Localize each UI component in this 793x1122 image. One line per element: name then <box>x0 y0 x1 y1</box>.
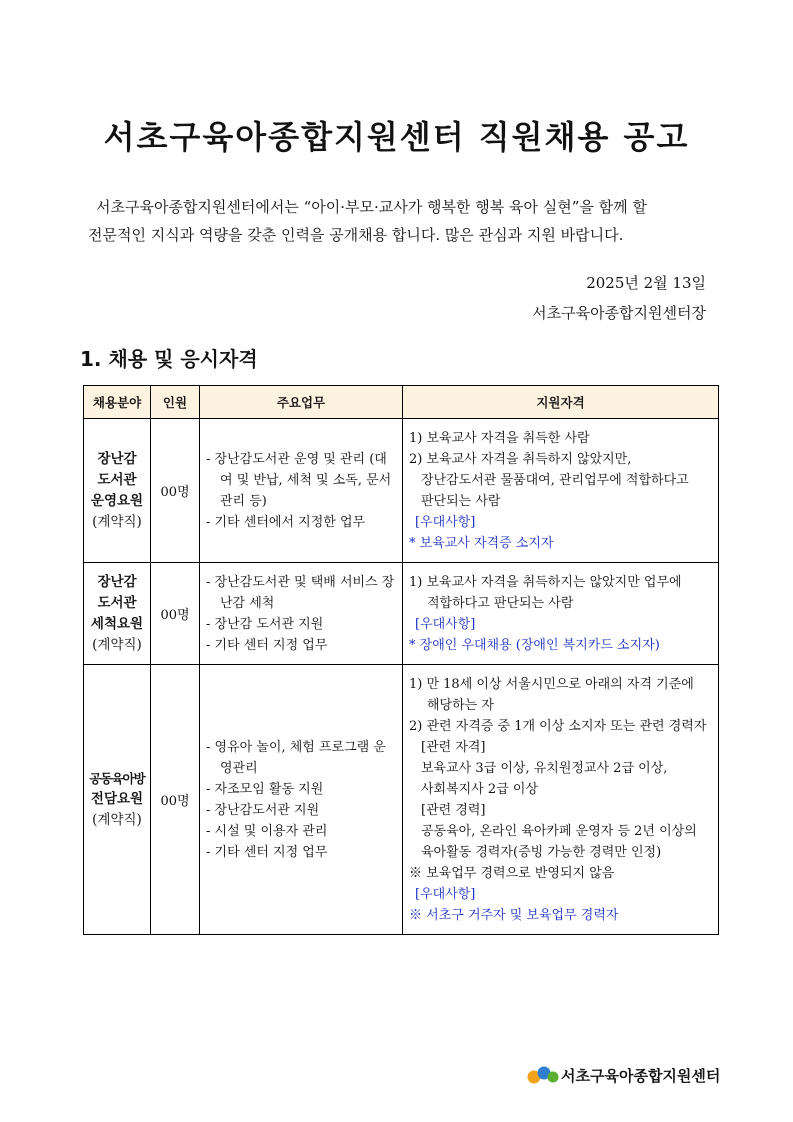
field-name: 도서관 <box>97 594 137 611</box>
date-block <box>532 268 706 328</box>
duty-item: - 영유아 놀이, 체험 프로그램 운영관리 <box>206 739 386 776</box>
field-cell <box>84 665 151 935</box>
announcement-date: 2025년 2월 13일 <box>586 274 706 292</box>
qual-item: 1) 보육교사 자격을 취득한 사람 <box>409 430 590 446</box>
table-row <box>84 665 719 935</box>
duties-cell <box>200 419 403 563</box>
field-name: 전담요원 <box>90 791 144 807</box>
qual-item: 판단되는 사람 <box>421 493 501 509</box>
header-field: 채용분야 <box>84 386 151 419</box>
duty-item: - 장난감도서관 및 택배 서비스 장난감 세척 <box>206 574 395 611</box>
signer: 서초구육아종합지원센터장 <box>532 304 706 322</box>
headcount: 00명 <box>151 419 200 563</box>
intro-paragraph <box>88 193 708 249</box>
intro-line-2: 전문적인 지식과 역량을 갖춘 인력을 공개채용 합니다. 많은 관심과 지원 바랍니다. <box>88 226 624 244</box>
field-cell <box>84 419 151 563</box>
qual-item: [관련 자격] <box>421 739 486 755</box>
qual-item: ※ 보육업무 경력으로 반영되지 않음 <box>409 865 615 881</box>
field-name: 도서관 <box>97 471 137 488</box>
qual-item: 장난감도서관 물품대여, 관리업무에 적합하다고 <box>421 472 689 488</box>
qual-item: 육아활동 경력자(증빙 가능한 경력만 인정) <box>421 844 662 860</box>
duty-item: - 기타 센터 지정 업무 <box>206 637 328 653</box>
logo-dot-green <box>548 1072 559 1083</box>
qual-item: 2) 관련 자격증 중 1개 이상 소지자 또는 관련 경력자 <box>409 718 707 734</box>
section-heading: 1. 채용 및 응시자격 <box>80 347 258 371</box>
contract-type: (계약직) <box>92 636 142 653</box>
field-name: 운영요원 <box>90 492 144 509</box>
preference-item: * 보육교사 자격증 소지자 <box>409 535 554 551</box>
page-title: 서초구육아종합지원센터 직원채용 공고 <box>103 118 690 156</box>
qual-item: 해당하는 자 <box>427 697 494 713</box>
intro-line-1: 서초구육아종합지원센터에서는 “아이·부모·교사가 행복한 행복 육아 실현”을 함께 할 <box>96 198 647 216</box>
duty-item: - 장난감 도서관 지원 <box>206 616 324 632</box>
duty-item: - 기타 센터에서 지정한 업무 <box>206 514 366 530</box>
duty-item: - 시설 및 이용자 관리 <box>206 823 328 839</box>
footer-logo <box>527 1064 720 1086</box>
field-name: 공동육아방 <box>89 771 145 786</box>
table-header-row <box>84 386 719 419</box>
contract-type: (계약직) <box>92 513 142 530</box>
quals-cell <box>403 563 719 665</box>
quals-cell <box>403 665 719 935</box>
qual-item: 1) 보육교사 자격을 취득하지는 않았지만 업무에 <box>409 574 682 590</box>
logo-mark-icon <box>527 1064 559 1086</box>
headcount: 00명 <box>151 563 200 665</box>
logo-text: 서초구육아종합지원센터 <box>561 1066 721 1085</box>
preference-label: [우대사항] <box>415 514 476 530</box>
header-quals: 지원자격 <box>403 386 719 419</box>
preference-item: * 장애인 우대채용 (장애인 복지카드 소지자) <box>409 637 660 653</box>
headcount: 00명 <box>151 665 200 935</box>
field-name: 장난감 <box>97 450 137 467</box>
duty-item: - 기타 센터 지정 업무 <box>206 844 328 860</box>
qual-item: [관련 경력] <box>421 802 486 818</box>
contract-type: (계약직) <box>92 812 142 828</box>
preference-label: [우대사항] <box>415 616 476 632</box>
preference-item: ※ 서초구 거주자 및 보육업무 경력자 <box>409 907 619 923</box>
duty-item: - 자조모임 활동 지원 <box>206 781 324 797</box>
table-row <box>84 563 719 665</box>
qual-item: 사회복지사 2급 이상 <box>421 781 538 797</box>
field-name: 세척요원 <box>90 615 144 632</box>
recruitment-table <box>83 385 719 935</box>
qual-item: 적합하다고 판단되는 사람 <box>427 595 574 611</box>
qual-item: 보육교사 3급 이상, 유치원정교사 2급 이상, <box>421 760 668 776</box>
field-name: 장난감 <box>97 573 137 590</box>
preference-label: [우대사항] <box>415 886 476 902</box>
header-duties: 주요업무 <box>200 386 403 419</box>
quals-cell <box>403 419 719 563</box>
duties-cell <box>200 665 403 935</box>
table-row <box>84 419 719 563</box>
duties-cell <box>200 563 403 665</box>
qual-item: 2) 보육교사 자격을 취득하지 않았지만, <box>409 451 632 467</box>
qual-item: 1) 만 18세 이상 서울시민으로 아래의 자격 기준에 <box>409 676 694 692</box>
field-cell <box>84 563 151 665</box>
qual-item: 공동육아, 온라인 육아카페 운영자 등 2년 이상의 <box>421 823 697 839</box>
duty-item: - 장난감도서관 운영 및 관리 (대여 및 반납, 세척 및 소독, 문서관리 등) <box>206 451 392 509</box>
header-count: 인원 <box>151 386 200 419</box>
duty-item: - 장난감도서관 지원 <box>206 802 320 818</box>
